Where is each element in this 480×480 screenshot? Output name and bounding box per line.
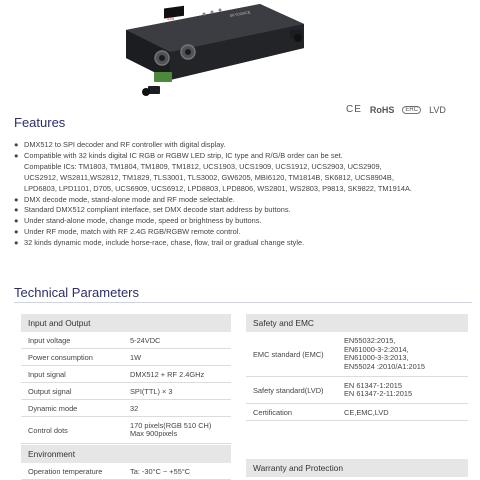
lvd-mark: LVD <box>429 104 446 115</box>
feature-item: ● Compatible with 32 kinds digital IC RGB or RGBW LED strip, IC type and R/G/B order can be set. <box>14 150 343 160</box>
table-header: Warranty and Protection <box>246 459 468 477</box>
table-row: Dynamic mode 32 <box>21 400 231 417</box>
table-header: Environment <box>21 445 231 463</box>
feature-item: ● DMX decode mode, stand-alone mode and RF mode selectable. <box>14 194 235 204</box>
feature-item: ● Under stand-alone mode, change mode, speed or brightness by buttons. <box>14 216 262 226</box>
table-row: Operation temperature Ta: -30°C ~ +55°C <box>21 463 231 480</box>
feature-item: ● Under RF mode, match with RF 2.4G RGB/RGBW remote control. <box>14 227 241 237</box>
table-row: Safety standard(LVD) EN 61347-1:2015 EN 61347-2-11:2015 <box>246 377 468 404</box>
features-heading: Features <box>14 115 66 130</box>
product-image <box>118 0 308 112</box>
certification-marks <box>346 104 446 115</box>
svg-text:888: 888 <box>167 18 175 22</box>
section-divider <box>14 302 472 303</box>
table-header: Input and Output <box>21 314 231 332</box>
table-row: Output signal SPI(TTL) × 3 <box>21 383 231 400</box>
table-row: EMC standard (EMC) EN55032:2015, EN61000-3-2:2014, EN61000-3-3:2013, EN55024 :2010/A1:2015 <box>246 332 468 377</box>
rohs-mark: RoHS <box>369 104 395 115</box>
device-logo: SKYDANCE <box>229 10 251 18</box>
ce-mark: CE <box>346 104 362 115</box>
table-header: Safety and EMC <box>246 314 468 332</box>
erc-mark: ERC <box>402 106 421 114</box>
environment-table <box>21 445 231 480</box>
feature-continuation: UCS2912, WS2811,WS2812, TM1829, TLS3001, TLS3002, GW6205, MBI6120, TM1814B, SK6812, UCS8904B, <box>24 172 394 182</box>
table-row: Power consumption 1W <box>21 349 231 366</box>
features-list <box>14 140 474 249</box>
table-row: Input voltage 5-24VDC <box>21 332 231 349</box>
technical-heading: Technical Parameters <box>14 285 139 300</box>
feature-item: ● 32 kinds dynamic mode, include horse-race, chase, flow, trail or gradual change style. <box>14 238 305 248</box>
feature-continuation: Compatible ICs: TM1803, TM1804, TM1809, TM1812, UCS1903, UCS1909, UCS1912, UCS2903, UCS2909, <box>24 161 382 171</box>
feature-item: ● DMX512 to SPI decoder and RF controller with digital display. <box>14 140 226 149</box>
safety-emc-table <box>246 314 468 421</box>
input-output-table <box>21 314 231 444</box>
warranty-table <box>246 459 468 477</box>
feature-continuation: LPD6803, LPD1101, D705, UCS6909, UCS6912, LPD8803, LPD8806, WS2801, WS2803, P9813, SK9822, TM1914A. <box>24 183 412 193</box>
table-row: Certification CE,EMC,LVD <box>246 404 468 421</box>
table-row: Control dots 170 pixels(RGB 510 CH) Max 900pixels <box>21 417 231 444</box>
table-row: Input signal DMX512 + RF 2.4GHz <box>21 366 231 383</box>
feature-item: ● Standard DMX512 compliant interface, set DMX decode start address by buttons. <box>14 205 291 215</box>
